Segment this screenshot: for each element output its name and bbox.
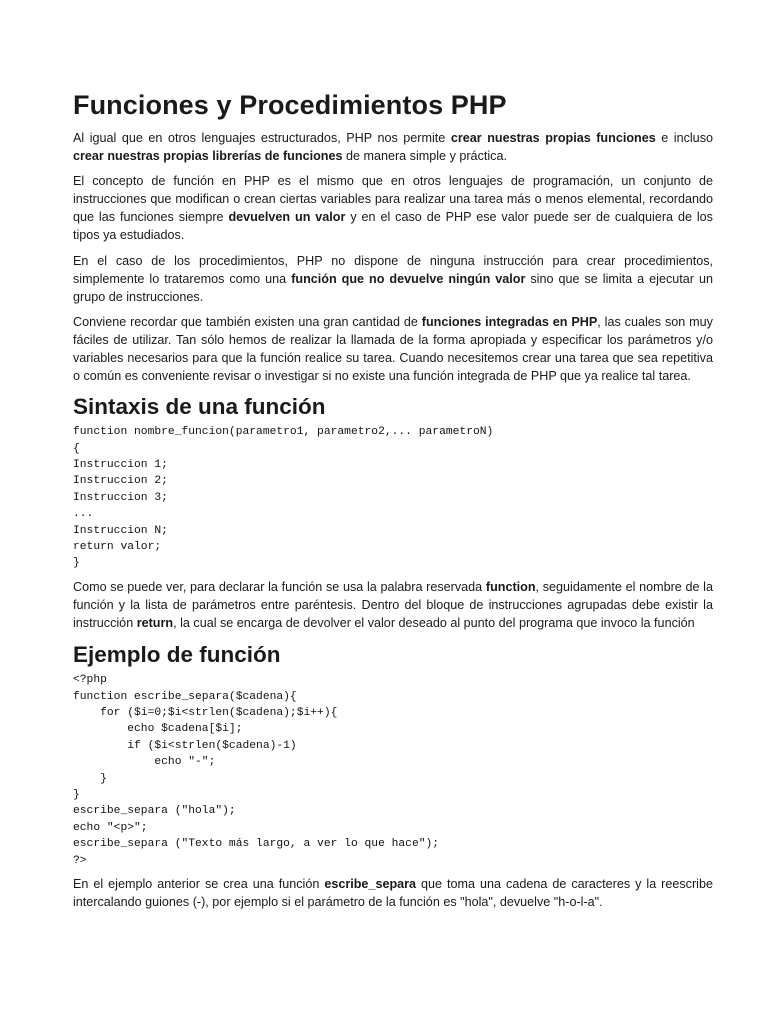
- text-run: Conviene recordar que también existen una gran cantidad de: [73, 314, 422, 329]
- syntax-heading: Sintaxis de una función: [73, 394, 326, 420]
- text-run: de manera simple y práctica.: [342, 149, 507, 164]
- example-code-block: <?php function escribe_separa($cadena){ for ($i=0;$i<strlen($cadena);$i++){ echo $cadena[$i]; if ($i<strlen($cadena)-1) echo "-"; } } escribe_separa ("hola"); echo "<p>"; escribe_separa ("Texto más largo, a ver lo que hace"); ?>: [73, 674, 440, 867]
- bold-text: crear nuestras propias librerías de funciones: [73, 149, 343, 164]
- text-run: En el caso de los procedimientos, PHP no dispone de ninguna instrucción para crear procedimientos, simplemente lo trataremos como una: [73, 253, 713, 286]
- text-run: El concepto de función en PHP es el mismo que en otros lenguajes de programación, un conjunto de instrucciones que modifican o crean ciertas variables para realizar una tarea más o menos elemental, recordando que las funciones siempre: [73, 174, 713, 225]
- text-run: Como se puede ver, para declarar la función se usa la palabra reservada: [73, 579, 486, 594]
- intro-paragraph: [73, 129, 713, 165]
- bold-text: crear nuestras propias funciones: [450, 131, 656, 145]
- syntax-explanation: [73, 578, 713, 632]
- bold-text: función que no devuelve ningún valor: [291, 271, 526, 286]
- page-title: Funciones y Procedimientos PHP: [73, 90, 507, 120]
- example-explanation: [73, 875, 713, 911]
- text-run: que toma una cadena de caracteres y la reescribe intercalando guiones (-), por ejemplo si el parámetro de la función es "hola", devuelve "h-o-l-a".: [73, 877, 713, 910]
- text-run: En el ejemplo anterior se crea una función: [73, 877, 325, 892]
- text-run: Al igual que en otros lenguajes estructurados, PHP nos permite: [73, 131, 451, 145]
- text-run: , las cuales son muy fáciles de utilizar. Tan sólo hemos de realizar la llamada de la forma apropiada y especificar los parámetros y/o variables necesarios para que la función realice su tarea. Cuando necesitemos crear una tarea que sea repetitiva o común es conveniente revisar o investigar si no existe una función integrada de PHP que ya realice tal tarea.: [73, 314, 713, 384]
- bold-text: devuelven un valor: [228, 210, 346, 225]
- text-run: e incluso: [655, 131, 713, 145]
- syntax-code-block: function nombre_funcion(parametro1, parametro2,... parametroN) { Instruccion 1; Instruccion 2; Instruccion 3; ... Instruccion N; return valor; }: [73, 426, 494, 570]
- bold-text: funciones integradas en PHP: [421, 314, 598, 329]
- example-heading: Ejemplo de función: [73, 642, 281, 668]
- text-run: y en el caso de PHP ese valor puede ser de cualquiera de los tipos ya estudiados.: [73, 210, 713, 243]
- text-run: , seguidamente el nombre de la función y la lista de parámetros entre paréntesis. Dentro del bloque de instrucciones agrupadas debe existir la instrucción: [73, 579, 713, 631]
- intro-paragraph: [73, 252, 713, 306]
- intro-paragraph: [73, 313, 713, 385]
- bold-text: return: [136, 616, 174, 631]
- text-run: sino que se limita a ejecutar un grupo de instrucciones.: [73, 271, 713, 304]
- text-run: , la cual se encarga de devolver el valor deseado al punto del programa que invoco la función: [173, 616, 695, 631]
- intro-paragraph: [73, 172, 713, 244]
- bold-text: function: [485, 579, 536, 594]
- bold-text: escribe_separa: [324, 877, 417, 892]
- document-page: [73, 0, 713, 911]
